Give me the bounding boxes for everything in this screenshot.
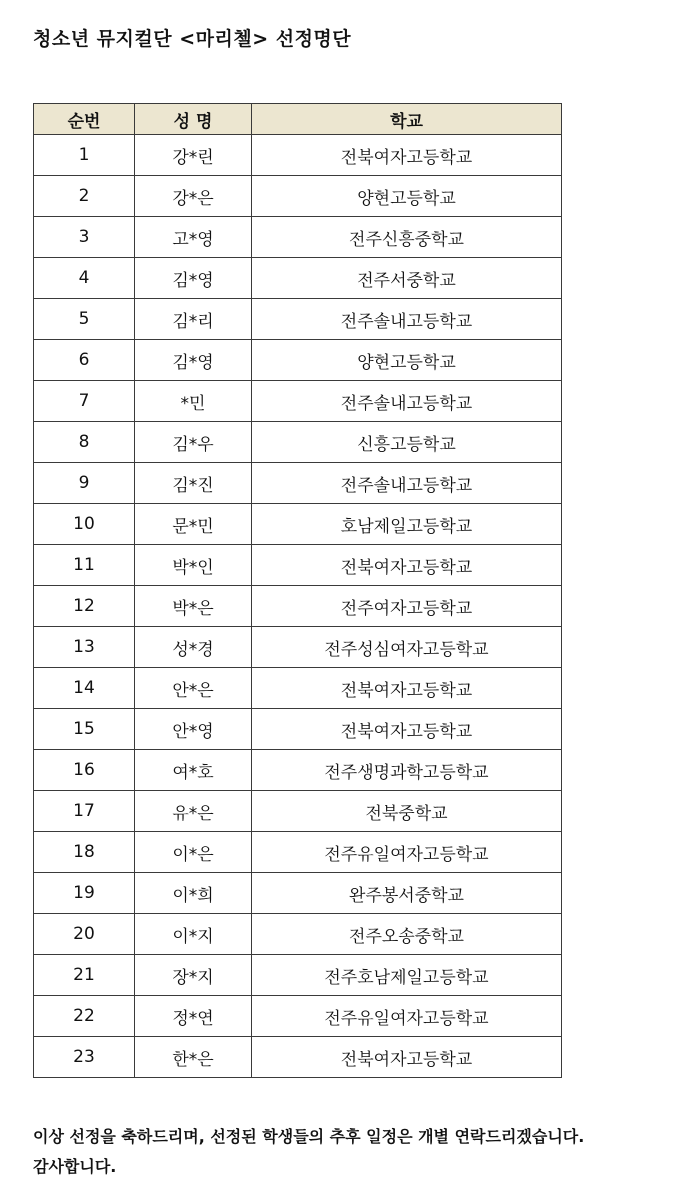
cell-school: 전북여자고등학교 [252, 1037, 562, 1078]
cell-number: 9 [34, 463, 135, 504]
cell-number: 8 [34, 422, 135, 463]
cell-name: 문*민 [135, 504, 252, 545]
cell-number: 12 [34, 586, 135, 627]
cell-school: 전주유일여자고등학교 [252, 996, 562, 1037]
cell-name: *민 [135, 381, 252, 422]
closing-note [33, 1122, 673, 1182]
header-school: 학교 [252, 104, 562, 135]
cell-number: 15 [34, 709, 135, 750]
cell-number: 17 [34, 791, 135, 832]
header-number: 순번 [34, 104, 135, 135]
table-body [34, 135, 562, 1078]
cell-school: 전북중학교 [252, 791, 562, 832]
table-row [34, 299, 562, 340]
cell-school: 전주신흥중학교 [252, 217, 562, 258]
cell-name: 여*호 [135, 750, 252, 791]
cell-school: 전북여자고등학교 [252, 668, 562, 709]
cell-school: 전주솔내고등학교 [252, 299, 562, 340]
table-row [34, 340, 562, 381]
cell-school: 전주오송중학교 [252, 914, 562, 955]
table-row [34, 668, 562, 709]
table-row [34, 586, 562, 627]
cell-number: 18 [34, 832, 135, 873]
cell-name: 박*인 [135, 545, 252, 586]
cell-number: 10 [34, 504, 135, 545]
table-row [34, 791, 562, 832]
table-row [34, 135, 562, 176]
cell-number: 19 [34, 873, 135, 914]
cell-number: 3 [34, 217, 135, 258]
table-row [34, 258, 562, 299]
cell-school: 전주호남제일고등학교 [252, 955, 562, 996]
table-row [34, 217, 562, 258]
cell-name: 김*우 [135, 422, 252, 463]
cell-name: 이*은 [135, 832, 252, 873]
cell-school: 전주서중학교 [252, 258, 562, 299]
cell-school: 전주솔내고등학교 [252, 381, 562, 422]
cell-name: 이*지 [135, 914, 252, 955]
cell-number: 2 [34, 176, 135, 217]
table-row [34, 709, 562, 750]
cell-school: 양현고등학교 [252, 176, 562, 217]
cell-name: 한*은 [135, 1037, 252, 1078]
cell-name: 강*은 [135, 176, 252, 217]
cell-name: 김*영 [135, 340, 252, 381]
cell-school: 신흥고등학교 [252, 422, 562, 463]
table-row [34, 750, 562, 791]
table-row [34, 627, 562, 668]
cell-name: 강*린 [135, 135, 252, 176]
cell-school: 전북여자고등학교 [252, 135, 562, 176]
cell-name: 정*연 [135, 996, 252, 1037]
header-name: 성 명 [135, 104, 252, 135]
cell-name: 유*은 [135, 791, 252, 832]
cell-school: 전주유일여자고등학교 [252, 832, 562, 873]
table-row [34, 914, 562, 955]
cell-number: 4 [34, 258, 135, 299]
cell-number: 20 [34, 914, 135, 955]
table-header [34, 104, 562, 135]
table-row [34, 504, 562, 545]
table-row [34, 545, 562, 586]
cell-name: 안*영 [135, 709, 252, 750]
table-row [34, 176, 562, 217]
selection-table [33, 103, 562, 1078]
cell-name: 김*리 [135, 299, 252, 340]
table-row [34, 832, 562, 873]
cell-number: 16 [34, 750, 135, 791]
cell-name: 고*영 [135, 217, 252, 258]
page-title: 청소년 뮤지컬단 <마리첼> 선정명단 [33, 28, 352, 50]
cell-number: 23 [34, 1037, 135, 1078]
cell-number: 22 [34, 996, 135, 1037]
cell-number: 14 [34, 668, 135, 709]
cell-name: 박*은 [135, 586, 252, 627]
table-row [34, 463, 562, 504]
cell-name: 안*은 [135, 668, 252, 709]
cell-school: 전주여자고등학교 [252, 586, 562, 627]
cell-number: 13 [34, 627, 135, 668]
cell-number: 11 [34, 545, 135, 586]
cell-school: 호남제일고등학교 [252, 504, 562, 545]
cell-number: 1 [34, 135, 135, 176]
cell-name: 김*영 [135, 258, 252, 299]
cell-name: 성*경 [135, 627, 252, 668]
cell-number: 6 [34, 340, 135, 381]
table-row [34, 996, 562, 1037]
cell-school: 양현고등학교 [252, 340, 562, 381]
cell-school: 전북여자고등학교 [252, 545, 562, 586]
cell-name: 장*지 [135, 955, 252, 996]
table-row [34, 1037, 562, 1078]
header-row [34, 104, 562, 135]
closing-message: 이상 선정을 축하드리며, 선정된 학생들의 추후 일정은 개별 연락드리겠습니다. [33, 1127, 585, 1146]
table-row [34, 381, 562, 422]
cell-school: 전주생명과학고등학교 [252, 750, 562, 791]
cell-name: 이*희 [135, 873, 252, 914]
cell-number: 5 [34, 299, 135, 340]
closing-thanks: 감사합니다. [33, 1157, 117, 1176]
table-row [34, 873, 562, 914]
table-row [34, 955, 562, 996]
cell-number: 21 [34, 955, 135, 996]
cell-school: 전주성심여자고등학교 [252, 627, 562, 668]
cell-school: 완주봉서중학교 [252, 873, 562, 914]
cell-number: 7 [34, 381, 135, 422]
cell-school: 전주솔내고등학교 [252, 463, 562, 504]
table-row [34, 422, 562, 463]
cell-school: 전북여자고등학교 [252, 709, 562, 750]
cell-name: 김*진 [135, 463, 252, 504]
